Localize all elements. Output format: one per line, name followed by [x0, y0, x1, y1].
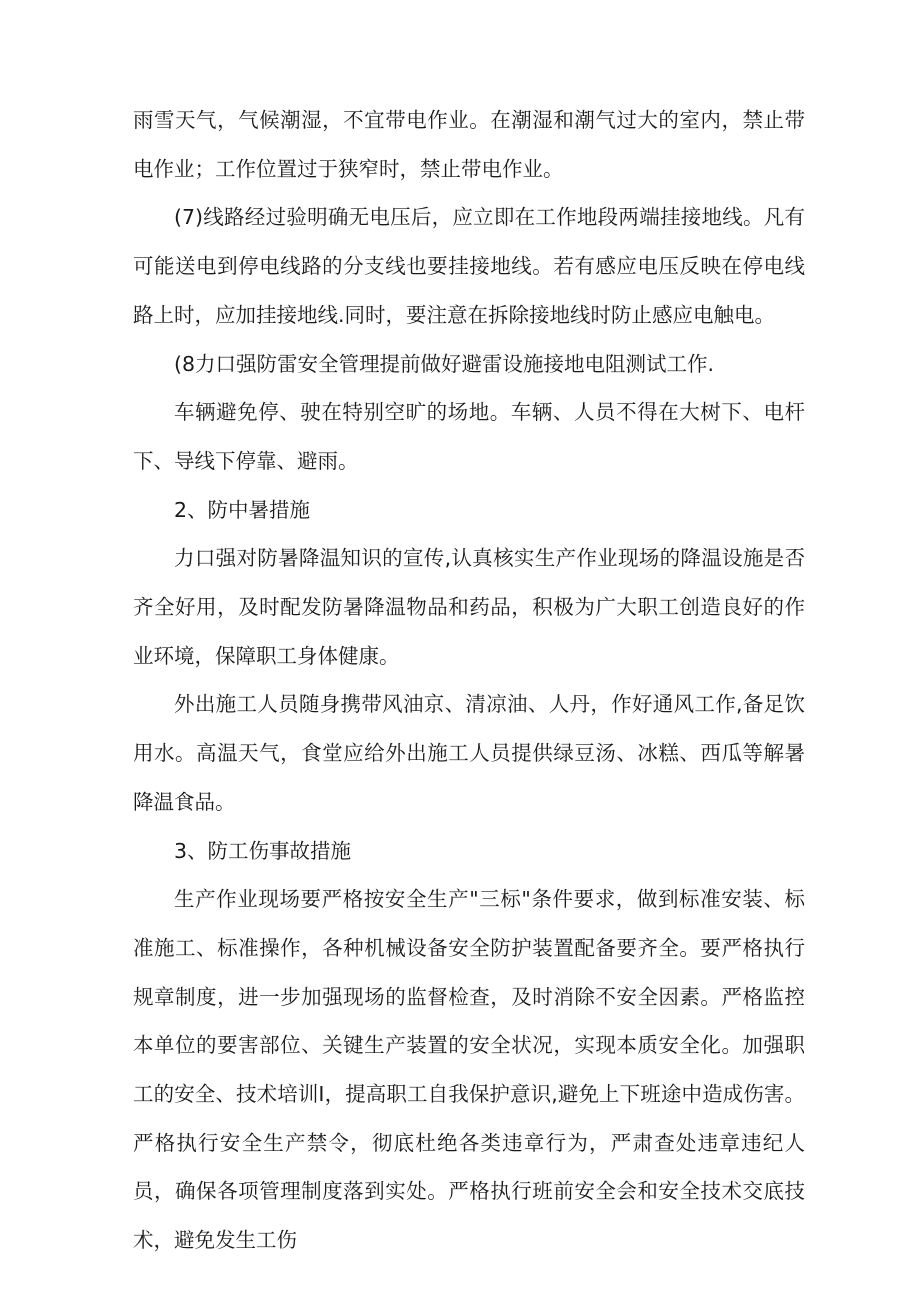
document-body	[133, 96, 805, 1265]
paragraph-injury-measures: 生产作业现场要严格按安全生产"三标"条件要求，做到标准安装、标准施工、标准操作，各种机械设备安全防护装置配备要齐全。要严格执行规章制度，进一步加强现场的监督检查，及时消除不安全因素。严格监控本单位的要害部位、关键生产装置的安全状况，实现本质安全化。加强职工的安全、技术培训I，提高职工自我保护意识,避免上下班途中造成伤害。严格执行安全生产禁令，彻底杜绝各类违章行为，严肃查处违章违纪人员，确保各项管理制度落到实处。严格执行班前安全会和安全技术交底技术，避免发生工伤	[133, 887, 805, 1253]
paragraph-weather: 雨雪天气，气候潮湿，不宜带电作业。在潮湿和潮气过大的室内，禁止带电作业；工作位置过于狭窄时，禁止带电作业。	[133, 108, 805, 181]
section-heading-heatstroke: 2、防中暑措施	[174, 497, 311, 522]
paragraph-heat-awareness: 力口强对防暑降温知识的宣传,认真核实生产作业现场的降温设施是否齐全好用，及时配发防暑降温物品和药品，积极为广大职工创造良好的作业环境，保障职工身体健康。	[133, 546, 805, 668]
paragraph-outdoor-workers: 外出施工人员随身携带风油京、清凉油、人丹，作好通风工作,备足饮用水。高温天气，食堂应给外出施工人员提供绿豆汤、冰糕、西瓜等解暑降温食品。	[133, 692, 805, 814]
paragraph-lightning: (8力口强防雷安全管理提前做好避雷设施接地电阻测试工作.	[174, 351, 715, 376]
paragraph-vehicles: 车辆避免停、驶在特别空旷的场地。车辆、人员不得在大树下、电杆下、导线下停靠、避雨。	[133, 400, 805, 473]
paragraph-grounding: (7)线路经过验明确无电压后，应立即在工作地段两端挂接地线。凡有可能送电到停电线路的分支线也要挂接地线。若有感应电压反映在停电线路上时，应加挂接地线.同时，要注意在拆除接地线时防止感应电触电。	[133, 205, 805, 327]
section-heading-injury: 3、防工伤事故措施	[174, 838, 352, 863]
